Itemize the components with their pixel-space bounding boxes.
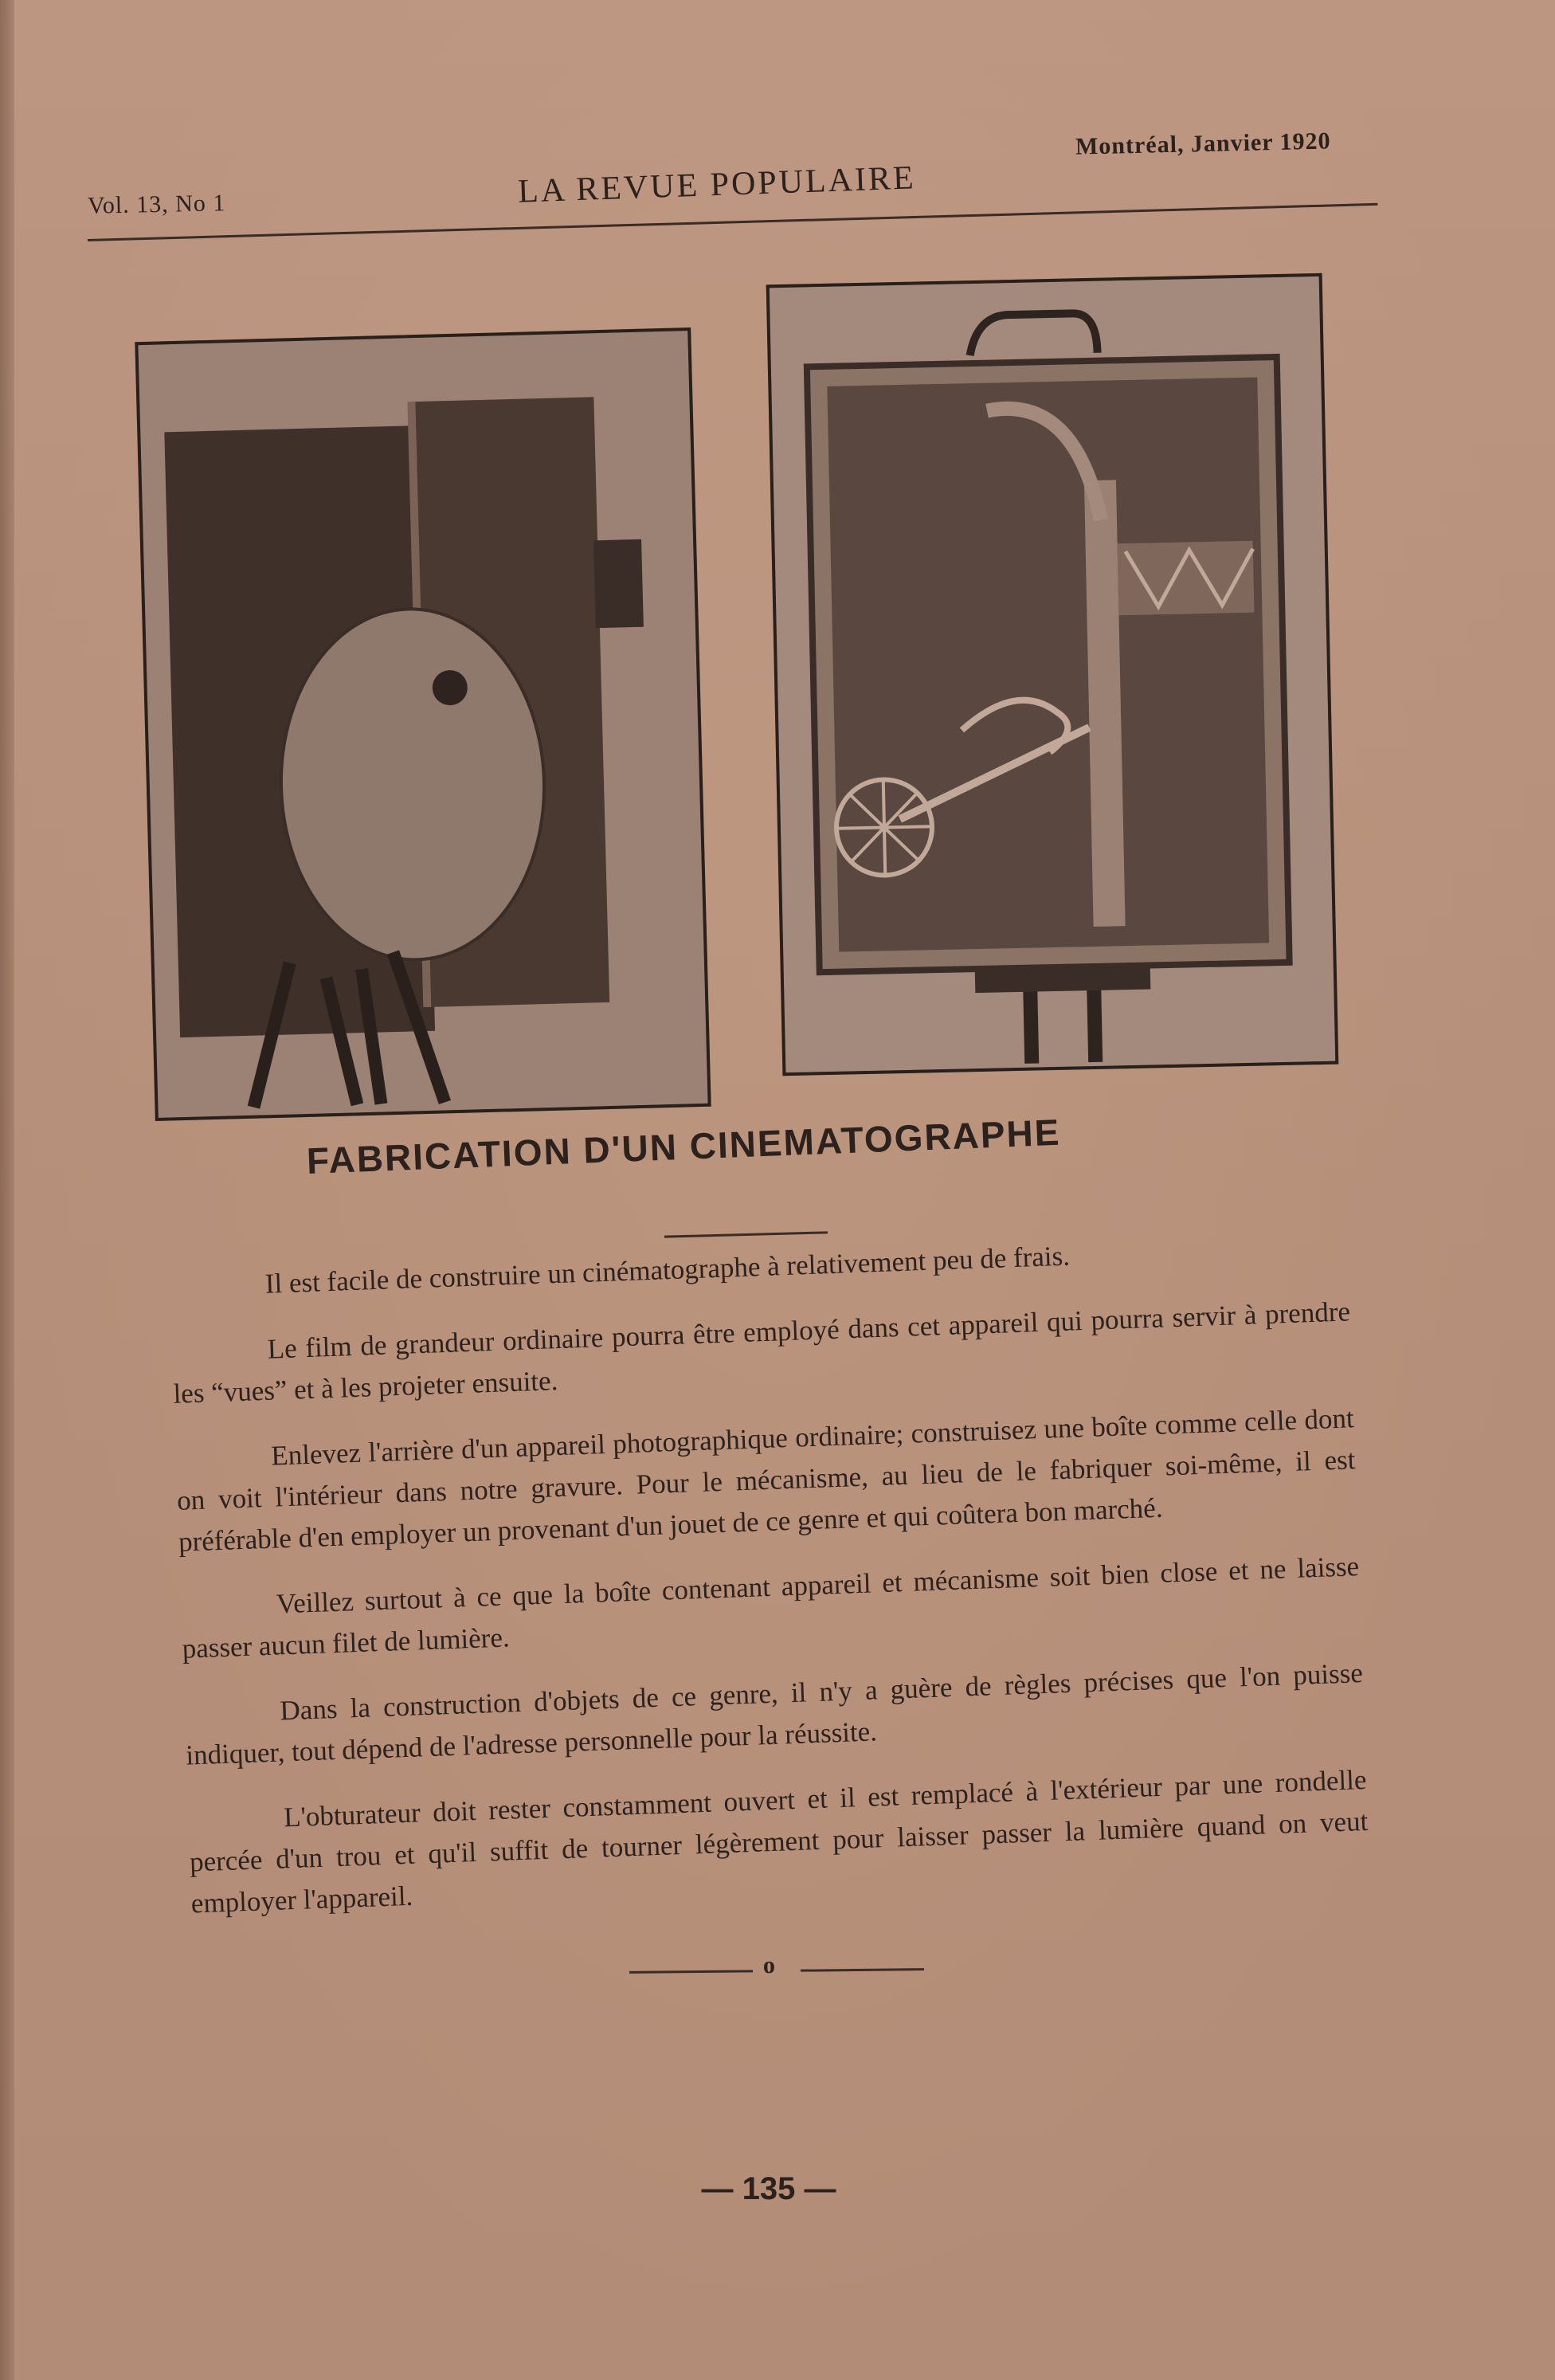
issue-date: Montréal, Janvier 1920 <box>1075 127 1331 160</box>
article-title: FABRICATION D'UN CINEMATOGRAPHE <box>306 1111 1062 1182</box>
camera-exterior-illustration <box>138 331 707 1118</box>
paragraph-5: Dans la construction d'objets de ce genre, il n'y a guère de règles précises que l'on puisse indiquer, tout dépend de l'adresse personnelle pour la réussite. <box>185 1657 1364 1771</box>
separator-line-left <box>629 1970 753 1974</box>
end-separator <box>629 1952 924 1984</box>
paragraph-2: Le film de grandeur ordinaire pourra être employé dans cet appareil qui pourra servir à prendre les “vues” et à les projeter ensuite. <box>172 1296 1351 1410</box>
paragraph-1: Il est facile de construire un cinématographe à relativement peu de frais. <box>264 1240 1071 1300</box>
title-underline <box>664 1231 828 1237</box>
paragraph-3: Enlevez l'arrière d'un appareil photographique ordinaire; construisez une boîte comme celle dont on voit l'intérieur dans notre gravure. Pour le mécanisme, au lieu de le fabriquer soi-même, il est préférable d'en employer un provenant d'un jouet de ce genre et qui coûtera bon marché. <box>176 1402 1357 1558</box>
camera-exterior-photo <box>135 327 711 1121</box>
separator-mark: o <box>762 1952 776 1979</box>
separator-line-right <box>801 1968 924 1972</box>
page-number: — 135 — <box>701 2171 836 2206</box>
header-rule <box>88 203 1377 241</box>
camera-interior-illustration <box>770 276 1335 1072</box>
article-body <box>169 1225 1371 1948</box>
paragraph-4: Veillez surtout à ce que la boîte contenant appareil et mécanisme soit bien close et ne laisse passer aucun filet de lumière. <box>182 1551 1360 1664</box>
page-header <box>88 127 1386 247</box>
volume-label: Vol. 13, No 1 <box>87 190 226 219</box>
camera-interior-photo <box>766 273 1339 1076</box>
paragraph-6: L'obturateur doit rester constamment ouvert et il est remplacé à l'extérieur par une rondelle percée d'un trou et qu'il suffit de tourner légèrement pour laisser passer la lumière quand on veut employer l'appareil. <box>189 1763 1369 1919</box>
journal-title: LA REVUE POPULAIRE <box>517 159 917 210</box>
page-spine-edge <box>0 0 14 2380</box>
